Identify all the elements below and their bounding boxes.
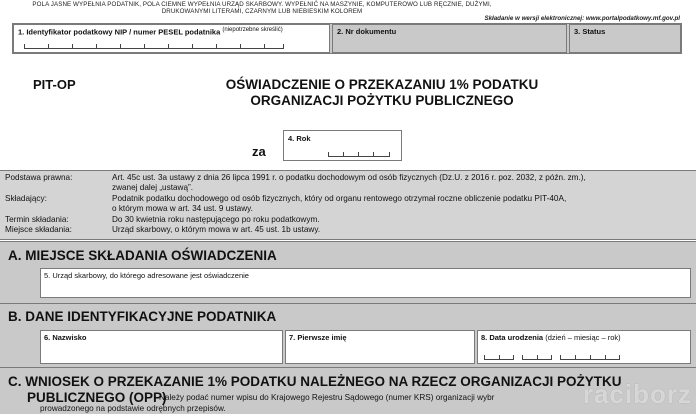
nip-pesel-label-text: 1. Identyfikator podatkowy NIP / numer PESEL podatnika [18, 27, 221, 37]
year-tick-marks [328, 152, 390, 157]
birth-date-format-note: (dzień – miesiąc – rok) [545, 333, 621, 342]
birth-date-label-text: 8. Data urodzenia [481, 333, 544, 342]
instructions-header [0, 1, 696, 25]
birth-year-ticks [560, 355, 620, 360]
info-key-podstawa: Podstawa prawna: [5, 173, 73, 182]
birth-month-ticks [522, 355, 552, 360]
surname-field[interactable] [40, 330, 283, 364]
status-label: 3. Status [574, 27, 606, 36]
info-key-termin: Termin składania: [5, 215, 69, 224]
year-label: 4. Rok [288, 134, 311, 143]
info-value-skladajacy-2: o którym mowa w art. 34 ust. 9 ustawy. [112, 203, 253, 213]
info-value-podstawa-1: Art. 45c ust. 3a ustawy z dnia 26 lipca 1991 r. o podatku dochodowym od osób fizycznych (Dz.U. z 2016 r. poz. 2032, z późn. zm.), [112, 173, 586, 182]
status-field [569, 24, 681, 53]
document-number-field [332, 24, 567, 53]
birth-date-label [481, 333, 621, 342]
year-field[interactable] [283, 130, 402, 161]
electronic-filing-note [484, 15, 680, 22]
form-title-line-1: OŚWIADCZENIE O PRZEKAZANIU 1% PODATKU [225, 77, 539, 92]
tax-office-field[interactable] [40, 268, 691, 298]
surname-label: 6. Nazwisko [44, 333, 87, 342]
section-c-title-line-1: C. WNIOSEK O PRZEKAZANIE 1% PODATKU NALEŻNEGO NA RZECZ ORGANIZACJI POŻYTKU [8, 374, 622, 389]
nip-pesel-label [18, 27, 283, 37]
section-c-note-line-2: prowadzonego na podstawie odrębnych przepisów. [40, 404, 226, 413]
nip-pesel-tick-marks [24, 44, 284, 49]
section-c-title-line-2: PUBLICZNEGO (OPP) [27, 390, 167, 405]
info-key-miejsce: Miejsce składania: [5, 225, 72, 234]
first-name-label: 7. Pierwsze imię [289, 333, 347, 342]
instructions-line-2: DRUKOWANYMI LITERAMI, CZARNYM LUB NIEBIESKIM KOLOREM [161, 8, 363, 15]
info-value-miejsce: Urząd skarbowy, o którym mowa w art. 45 ust. 1b ustawy. [112, 225, 321, 234]
form-code: PIT-OP [33, 77, 76, 92]
nip-pesel-field[interactable] [13, 24, 330, 53]
tax-office-label: 5. Urząd skarbowy, do którego adresowane jest oświadczenie [44, 271, 249, 280]
legal-info-block [0, 170, 696, 240]
section-b-title: B. DANE IDENTYFIKACYJNE PODATNIKA [8, 309, 277, 324]
info-value-termin: Do 30 kwietnia roku następującego po roku podatkowym. [112, 215, 320, 224]
nip-pesel-note: (niepotrzebne skreślić) [222, 27, 283, 33]
info-value-podstawa-2: zwanej dalej „ustawą”. [112, 182, 194, 192]
info-value-skladajacy-1: Podatnik podatku dochodowego od osób fizycznych, który od organu rentowego otrzymał roczne obliczenie podatku PIT-40A, [112, 194, 567, 203]
first-name-field[interactable] [285, 330, 475, 364]
watermark: raciborz [582, 379, 692, 409]
section-a-title: A. MIEJSCE SKŁADANIA OŚWIADCZENIA [8, 248, 277, 263]
za-label: za [252, 144, 266, 159]
document-number-label: 2. Nr dokumentu [337, 27, 397, 36]
electronic-filing-label: Składanie w wersji elektronicznej: [484, 15, 585, 22]
birth-day-ticks [484, 355, 514, 360]
form-title-line-2: ORGANIZACJI POŻYTKU PUBLICZNEGO [250, 93, 514, 108]
section-c-note-line-1: Należy podać numer wpisu do Krajowego Rejestru Sądowego (numer KRS) organizacji wybr [159, 393, 495, 402]
info-key-skladajacy: Składający: [5, 194, 47, 203]
electronic-filing-link[interactable]: www.portalpodatkowy.mf.gov.pl [585, 15, 680, 22]
birth-date-field[interactable] [477, 330, 691, 364]
instructions-line-1: POLA JASNE WYPEŁNIA PODATNIK, POLA CIEMNE WYPEŁNIA URZĄD SKARBOWY. WYPEŁNIĆ NA MASZYNIE, KOMPUTEROWO LUB RĘCZNIE, DUŻYMI, [32, 1, 492, 8]
